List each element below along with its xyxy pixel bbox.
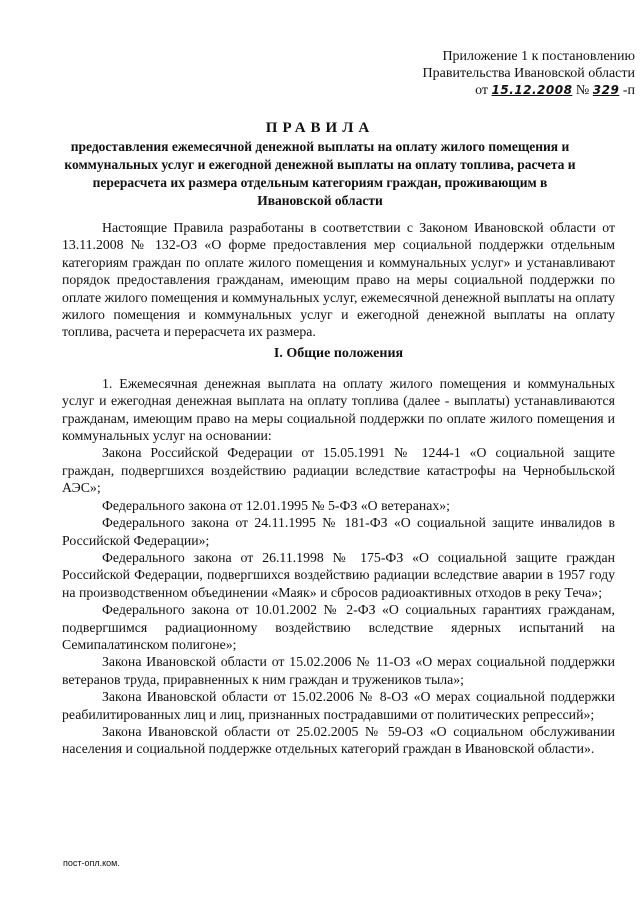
date-prefix: от <box>475 83 488 98</box>
law-item: Закона Ивановской области от 15.02.2006 № 11-ОЗ «О мерах социальной поддержки ветеранов труда, приравненных к ним граждан и тружеников тыла»; <box>62 654 615 687</box>
footer-file-label: пост-опл.ком. <box>63 858 120 868</box>
attachment-date-line <box>375 82 635 99</box>
law-item: Закона Ивановской области от 25.02.2005 № 59-ОЗ «О социальном обслуживании населения и социальной поддержке отдельных категорий граждан в Ивановской области». <box>62 723 615 757</box>
attachment-header <box>375 48 635 99</box>
number-suffix: -п <box>622 83 635 98</box>
intro-paragraph: Настоящие Правила разработаны в соответствии с Законом Ивановской области от 13.11.2008 № 132-ОЗ «О форме предоставления мер социальной поддержки отдельным категориям граждан по оплате жилого помещения и коммунальных услуг» и устанавливают порядок предоставления гражданам, имеющим право на меры социальной поддержки по оплате жилого помещения и коммунальных услуг, ежемесячной денежной выплаты на оплату жилого помещения и коммунальных услуг и ежегодной денежной выплаты на оплату топлива, расчета и перерасчета их размера. <box>62 220 615 340</box>
paragraph-1: 1. Ежемесячная денежная выплата на оплату жилого помещения и коммунальных услуг и ежегодная денежная выплата на оплату топлива (далее - выплаты) устанавливаются гражданам, имеющим право на меры социальной поддержки по оплате жилого помещения и коммунальных услуг на основании: <box>62 375 615 444</box>
attachment-line-1: Приложение 1 к постановлению <box>442 49 635 64</box>
law-item: Федерального закона от 12.01.1995 № 5-ФЗ «О ветеранах»; <box>102 497 450 513</box>
law-item: Федерального закона от 24.11.1995 № 181-ФЗ «О социальной защите инвалидов в Российской Федерации»; <box>62 515 615 548</box>
number-prefix: № <box>575 83 590 98</box>
law-item: Федерального закона от 10.01.2002 № 2-ФЗ «О социальных гарантиях гражданам, подвергшимся радиационному воздействию вследствие ядерных испытаний на Семипалатинском полигоне»; <box>62 602 615 652</box>
section-heading: I. Общие положения <box>273 345 404 361</box>
law-item: Закона Ивановской области от 15.02.2006 № 8-ОЗ «О мерах социальной поддержки реабилитированных лиц и лиц, признанных пострадавшими от политических репрессий»; <box>62 689 615 722</box>
document-title: ПРАВИЛА <box>265 120 375 136</box>
law-item: Закона Российской Федерации от 15.05.1991 № 1244-1 «О социальной защите граждан, подвергшихся воздействию радиации вследствие катастрофы на Чернобыльской АЭС»; <box>62 445 615 496</box>
handwritten-date: 15.12.2008 <box>491 83 573 97</box>
document-body <box>62 219 615 758</box>
handwritten-number: 329 <box>592 83 620 97</box>
law-item: Федерального закона от 26.11.1998 № 175-ФЗ «О социальной защите граждан Российской Федерации, подвергшихся воздействию радиации вследствие аварии в 1957 году на производственном объединении «Маяк» и сбросов радиоактивных отходов в реку Теча»; <box>62 549 615 600</box>
attachment-line-2: Правительства Ивановской области <box>422 66 635 81</box>
document-subtitle: предоставления ежемесячной денежной выплаты на оплату жилого помещения и коммунальных услуг и ежегодной денежной выплаты на оплату топлива, расчета и перерасчета их размера отдельным категориям граждан, проживающим в Ивановской области <box>64 139 576 208</box>
